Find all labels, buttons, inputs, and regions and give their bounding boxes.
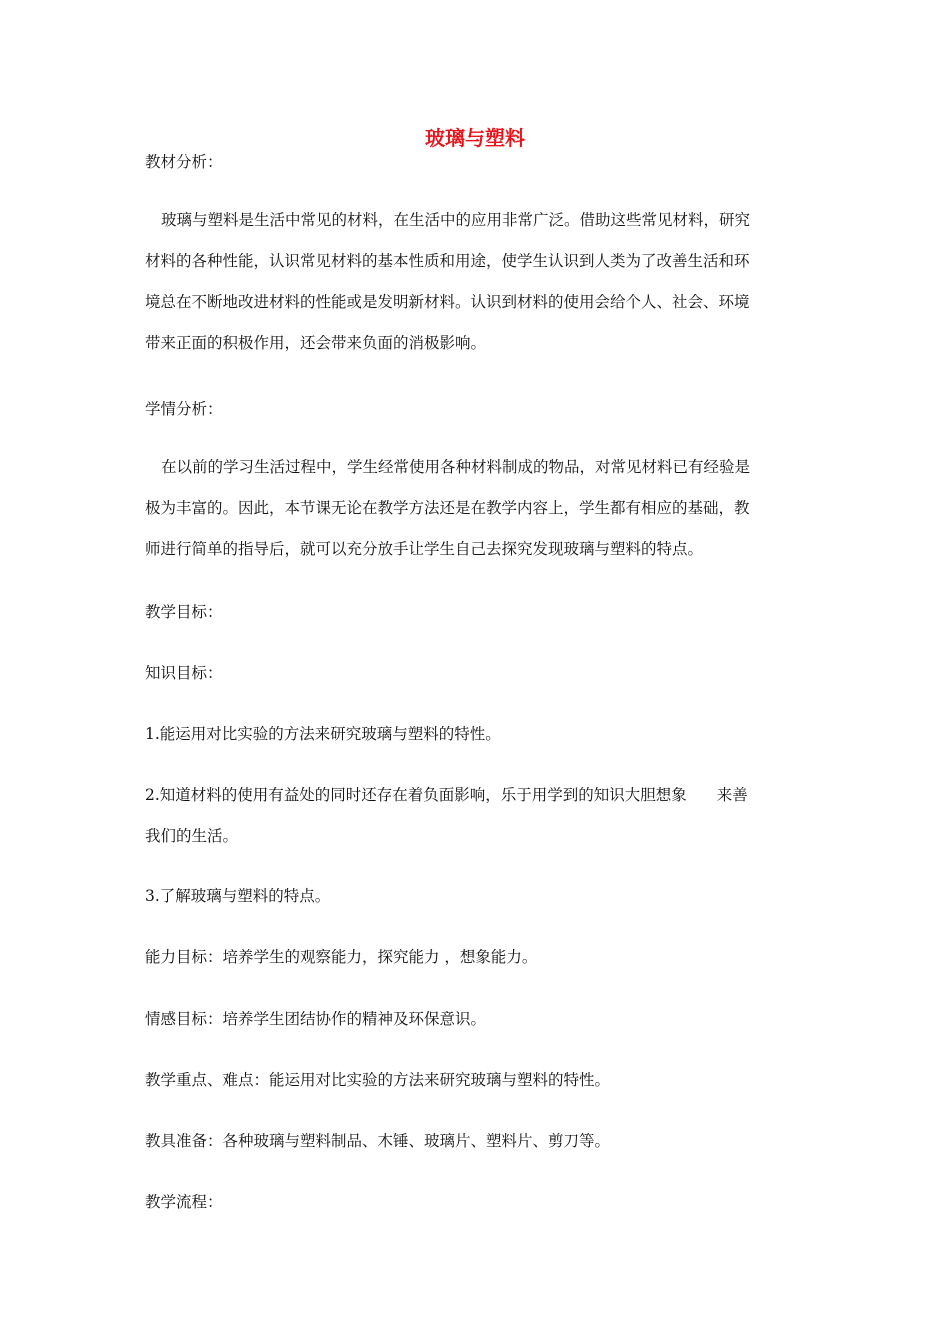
- paragraph-line: 境总在不断地改进材料的性能或是发明新材料。认识到材料的使用会给个人、社会、环境: [145, 293, 750, 311]
- paragraph-line: 带来正面的积极作用，还会带来负面的消极影响。: [145, 334, 487, 352]
- section-label-teaching-process: 教学流程：: [145, 1193, 223, 1211]
- student-analysis-paragraph: [145, 447, 810, 570]
- emotion-goal: 情感目标：培养学生团结协作的精神及环保意识。: [145, 1010, 487, 1028]
- section-label-knowledge-goals: 知识目标：: [145, 664, 223, 682]
- paragraph-line: 极为丰富的。因此，本节课无论在教学方法还是在教学内容上，学生都有相应的基础，教: [145, 499, 750, 517]
- paragraph-line: 师进行简单的指导后，就可以充分放手让学生自己去探究发现玻璃与塑料的特点。: [145, 540, 704, 558]
- key-difficult-points: 教学重点、难点：能运用对比实验的方法来研究玻璃与塑料的特性。: [145, 1071, 611, 1089]
- paragraph-line: 玻璃与塑料是生活中常见的材料，在生活中的应用非常广泛。借助这些常见材料，研究: [161, 211, 751, 229]
- knowledge-goal-2-tail: 来善: [716, 786, 748, 804]
- knowledge-goal-2-text: 2.知道材料的使用有益处的同时还存在着负面影响，乐于用学到的知识大胆想象: [145, 786, 687, 804]
- knowledge-goal-2-continued: 我们的生活。: [145, 827, 239, 845]
- knowledge-goal-2: [145, 783, 810, 807]
- paragraph-line: 在以前的学习生活过程中，学生经常使用各种材料制成的物品，对常见材料已有经验是: [161, 458, 751, 476]
- section-label-textbook-analysis: 教材分析：: [145, 153, 223, 171]
- ability-goal: 能力目标：培养学生的观察能力，探究能力 ，想象能力。: [145, 948, 538, 966]
- section-label-student-analysis: 学情分析：: [145, 400, 223, 418]
- textbook-analysis-paragraph: [145, 200, 810, 364]
- document-title: 玻璃与塑料: [425, 126, 525, 150]
- teaching-tools: 教具准备：各种玻璃与塑料制品、木锤、玻璃片、塑料片、剪刀等。: [145, 1132, 611, 1150]
- section-label-teaching-goals: 教学目标：: [145, 603, 223, 621]
- knowledge-goal-1: 1.能运用对比实验的方法来研究玻璃与塑料的特性。: [145, 725, 501, 743]
- paragraph-line: 材料的各种性能，认识常见材料的基本性质和用途，使学生认识到人类为了改善生活和环: [145, 252, 750, 270]
- knowledge-goal-3: 3.了解玻璃与塑料的特点。: [145, 887, 331, 905]
